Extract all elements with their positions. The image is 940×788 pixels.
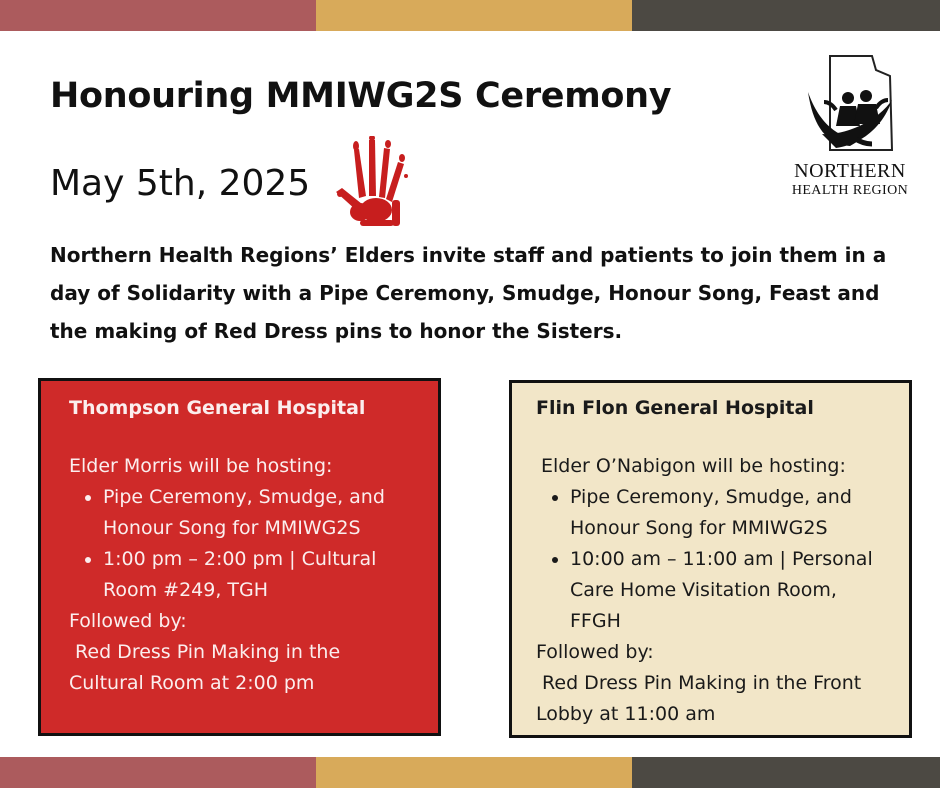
band-segment-rose [0, 757, 316, 788]
red-handprint-icon [332, 136, 414, 230]
logo-line-1: NORTHERN [794, 160, 906, 182]
host-line: Elder O’Nabigon will be hosting: [541, 455, 846, 477]
card-title: Thompson General Hospital [69, 397, 366, 419]
list-item: • 1:00 pm – 2:00 pm | Cultural Room #249, TGH [103, 544, 418, 606]
band-segment-charcoal [632, 0, 940, 31]
invitation-text: Northern Health Regions’ Elders invite staff and patients to join them in a day of Solidarity with a Pipe Ceremony, Smudge, Honour Song, Feast and the making of Red Dress pins to honor the Sisters. [50, 243, 887, 343]
followed-by-label: Followed by: [536, 641, 654, 663]
list-item: • 10:00 am – 11:00 am | Personal Care Home Visitation Room, FFGH [570, 544, 889, 637]
event-date: May 5th, 2025 [50, 163, 311, 204]
band-segment-rose [0, 0, 316, 31]
host-line: Elder Morris will be hosting: [69, 455, 333, 477]
card-title: Flin Flon General Hospital [536, 397, 814, 419]
band-segment-gold [316, 0, 632, 31]
band-segment-gold [316, 757, 632, 788]
event-list [536, 482, 889, 637]
logo-line-2: HEALTH REGION [791, 183, 909, 198]
band-segment-charcoal [632, 757, 940, 788]
followed-by-label: Followed by: [69, 610, 187, 632]
page-title: Honouring MMIWG2S Ceremony [50, 76, 672, 116]
thompson-hospital-card [38, 378, 441, 736]
event-list [69, 482, 418, 606]
flin-flon-hospital-card [509, 380, 912, 738]
followed-by-text: Red Dress Pin Making in the Front Lobby at 11:00 am [536, 672, 868, 725]
followed-by-text: Red Dress Pin Making in the Cultural Room at 2:00 pm [69, 641, 347, 694]
top-color-band [0, 0, 940, 31]
bottom-color-band [0, 757, 940, 788]
logo-wordmark [780, 160, 920, 200]
list-item: • Pipe Ceremony, Smudge, and Honour Song for MMIWG2S [570, 482, 889, 544]
list-item: • Pipe Ceremony, Smudge, and Honour Song for MMIWG2S [103, 482, 418, 544]
